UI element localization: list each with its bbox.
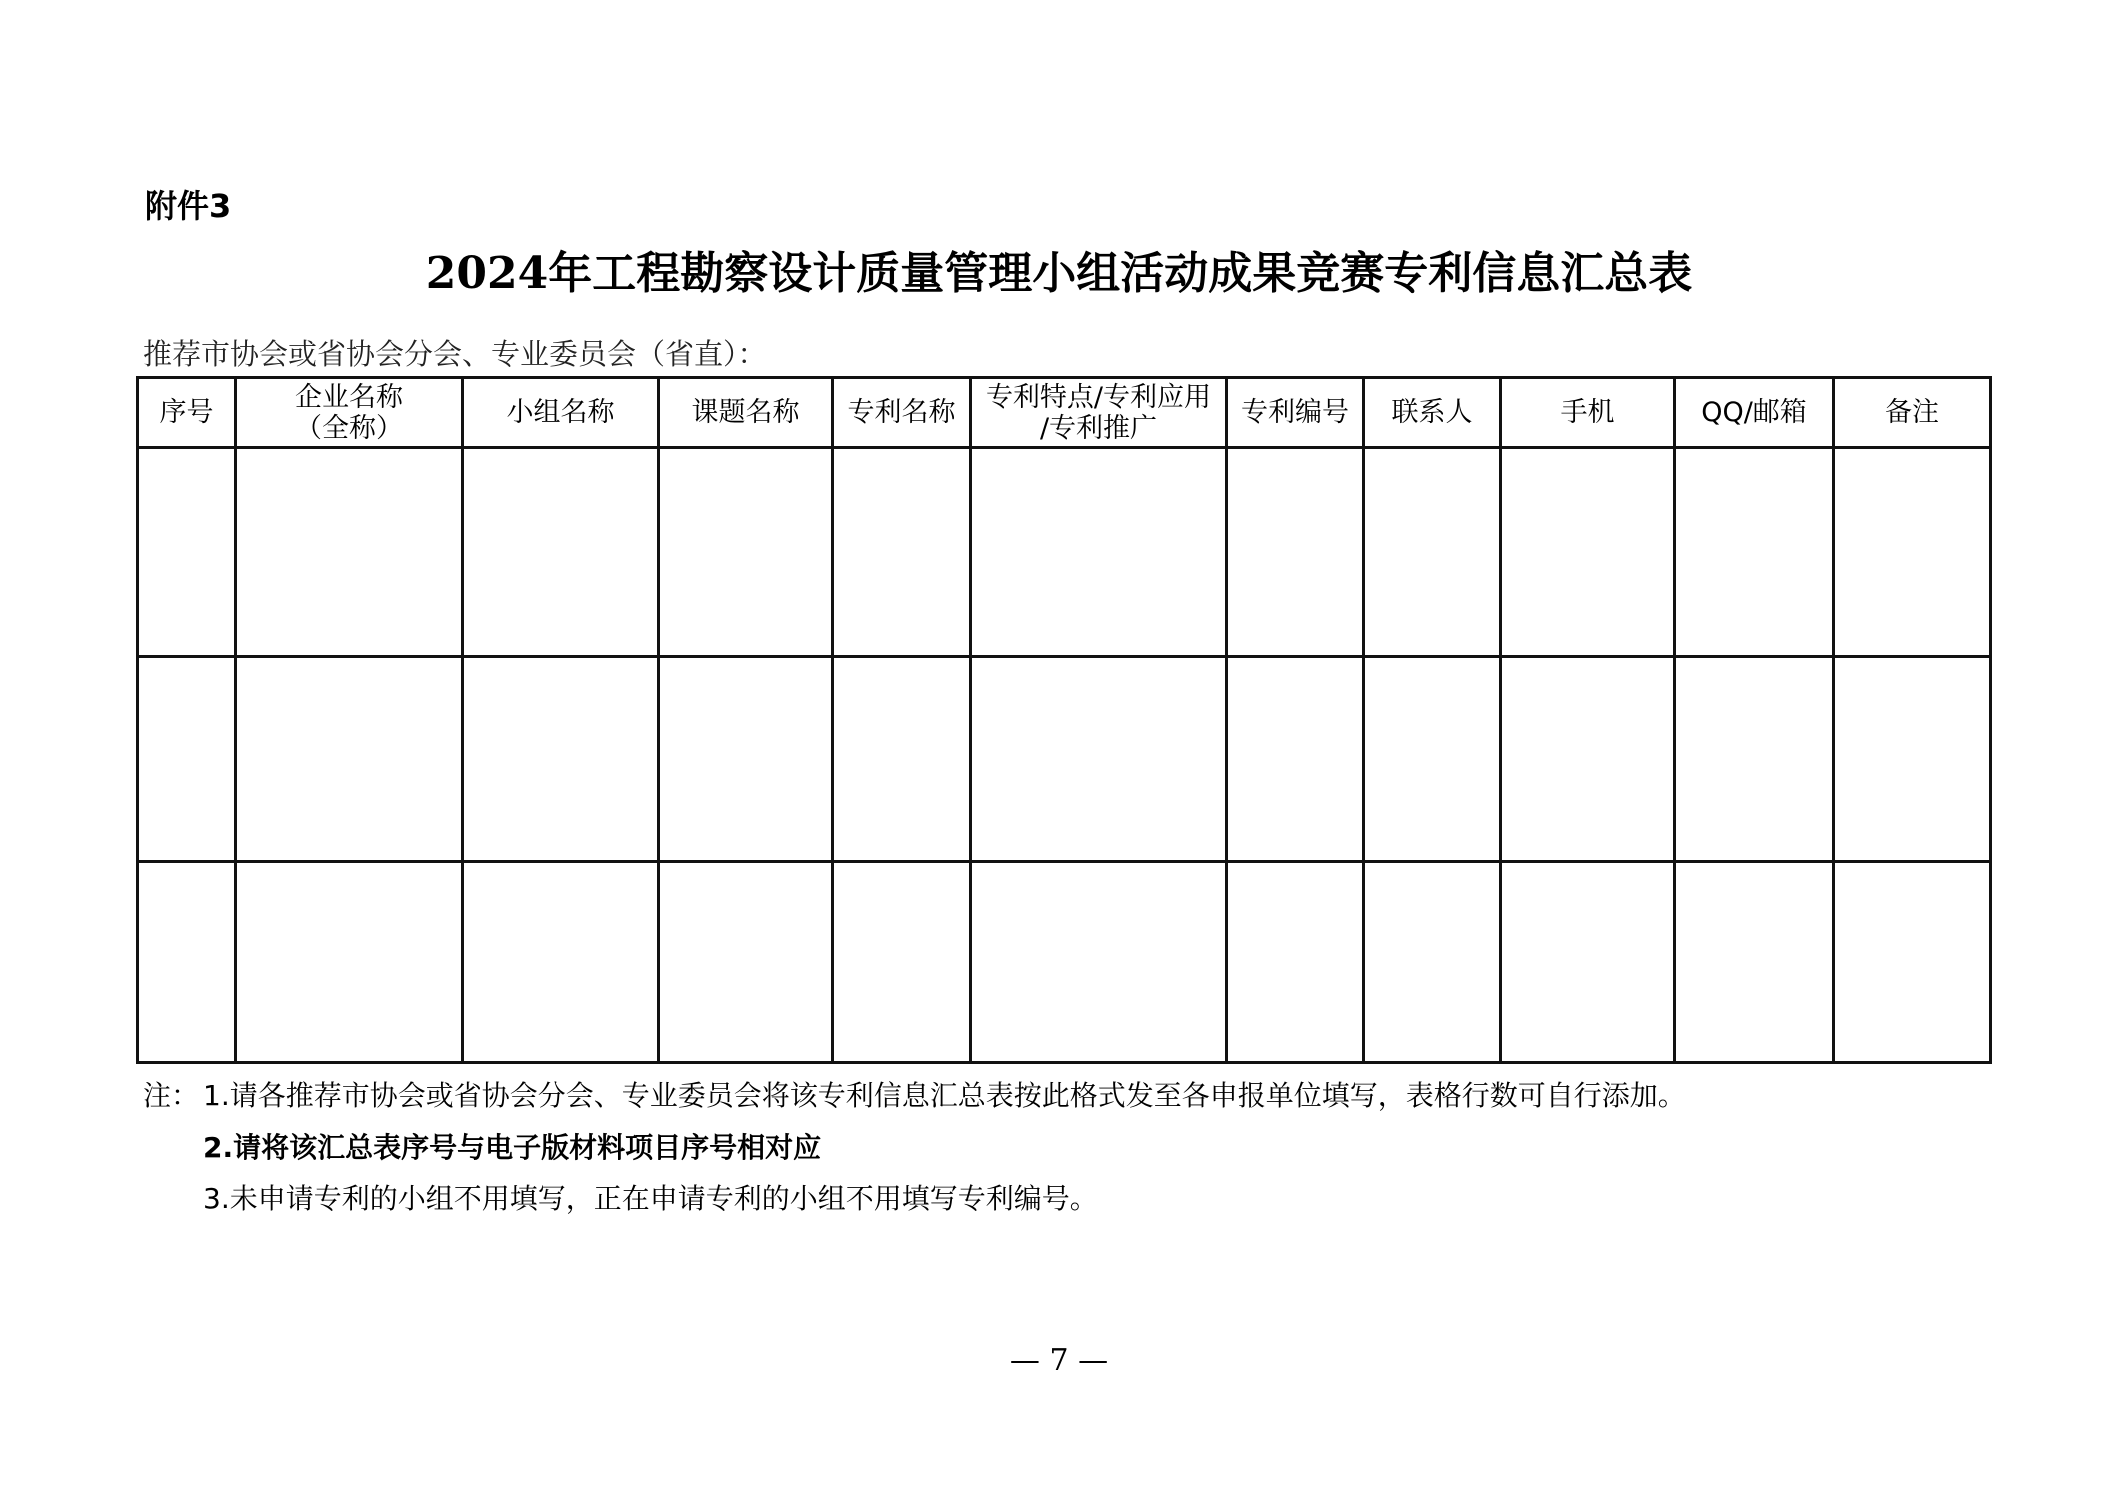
table-cell[interactable] <box>659 862 833 1063</box>
table-cell[interactable] <box>659 448 833 657</box>
recommender-label: 推荐市协会或省协会分会、专业委员会（省直）： <box>143 337 767 371</box>
table-cell[interactable] <box>1834 862 1991 1063</box>
table-cell[interactable] <box>1227 657 1364 862</box>
table-cell[interactable] <box>1227 448 1364 657</box>
table-cell[interactable] <box>138 448 236 657</box>
table-cell[interactable] <box>1501 862 1675 1063</box>
header-mobile: 手机 <box>1501 378 1675 448</box>
notes-prefix: 注： <box>143 1079 200 1112</box>
header-contact-person: 联系人 <box>1364 378 1501 448</box>
table-cell[interactable] <box>236 448 463 657</box>
table-cell[interactable] <box>138 657 236 862</box>
table-row <box>138 657 1991 862</box>
header-topic-name: 课题名称 <box>659 378 833 448</box>
header-patent-number: 专利编号 <box>1227 378 1364 448</box>
table-cell[interactable] <box>1227 862 1364 1063</box>
header-group-name: 小组名称 <box>463 378 659 448</box>
table-cell[interactable] <box>833 657 971 862</box>
page-title: 2024年工程勘察设计质量管理小组活动成果竞赛专利信息汇总表 <box>425 248 1693 299</box>
table-row <box>138 448 1991 657</box>
table-cell[interactable] <box>236 657 463 862</box>
table-row <box>138 862 1991 1063</box>
header-qq-email: QQ/邮箱 <box>1675 378 1834 448</box>
table-cell[interactable] <box>1364 862 1501 1063</box>
table-cell[interactable] <box>138 862 236 1063</box>
table-cell[interactable] <box>1675 657 1834 862</box>
header-remarks: 备注 <box>1834 378 1991 448</box>
table-cell[interactable] <box>463 448 659 657</box>
patent-summary-table <box>136 376 1992 1064</box>
table-cell[interactable] <box>1501 448 1675 657</box>
header-company-name: 企业名称 （全称） <box>236 378 463 448</box>
table-cell[interactable] <box>463 657 659 862</box>
table-cell[interactable] <box>463 862 659 1063</box>
table-cell[interactable] <box>971 448 1227 657</box>
table-cell[interactable] <box>659 657 833 862</box>
note-item: 3.未申请专利的小组不用填写，正在申请专利的小组不用填写专利编号。 <box>203 1182 1098 1215</box>
table-cell[interactable] <box>833 448 971 657</box>
table-header-row <box>138 378 1991 448</box>
header-serial-number: 序号 <box>138 378 236 448</box>
note-item: 1.请各推荐市协会或省协会分会、专业委员会将该专利信息汇总表按此格式发至各申报单位填写，表格行数可自行添加。 <box>203 1079 1686 1112</box>
table-cell[interactable] <box>236 862 463 1063</box>
table-cell[interactable] <box>1501 657 1675 862</box>
header-patent-name: 专利名称 <box>833 378 971 448</box>
header-patent-features: 专利特点/专利应用 /专利推广 <box>971 378 1227 448</box>
table-cell[interactable] <box>1675 862 1834 1063</box>
note-item: 2.请将该汇总表序号与电子版材料项目序号相对应 <box>203 1131 822 1164</box>
table-cell[interactable] <box>1834 448 1991 657</box>
table-cell[interactable] <box>971 657 1227 862</box>
table-cell[interactable] <box>833 862 971 1063</box>
table-cell[interactable] <box>971 862 1227 1063</box>
table-cell[interactable] <box>1675 448 1834 657</box>
table-cell[interactable] <box>1364 657 1501 862</box>
page-number: — 7 — <box>1009 1343 1109 1378</box>
table-cell[interactable] <box>1834 657 1991 862</box>
attachment-label: 附件3 <box>145 187 232 225</box>
table-cell[interactable] <box>1364 448 1501 657</box>
